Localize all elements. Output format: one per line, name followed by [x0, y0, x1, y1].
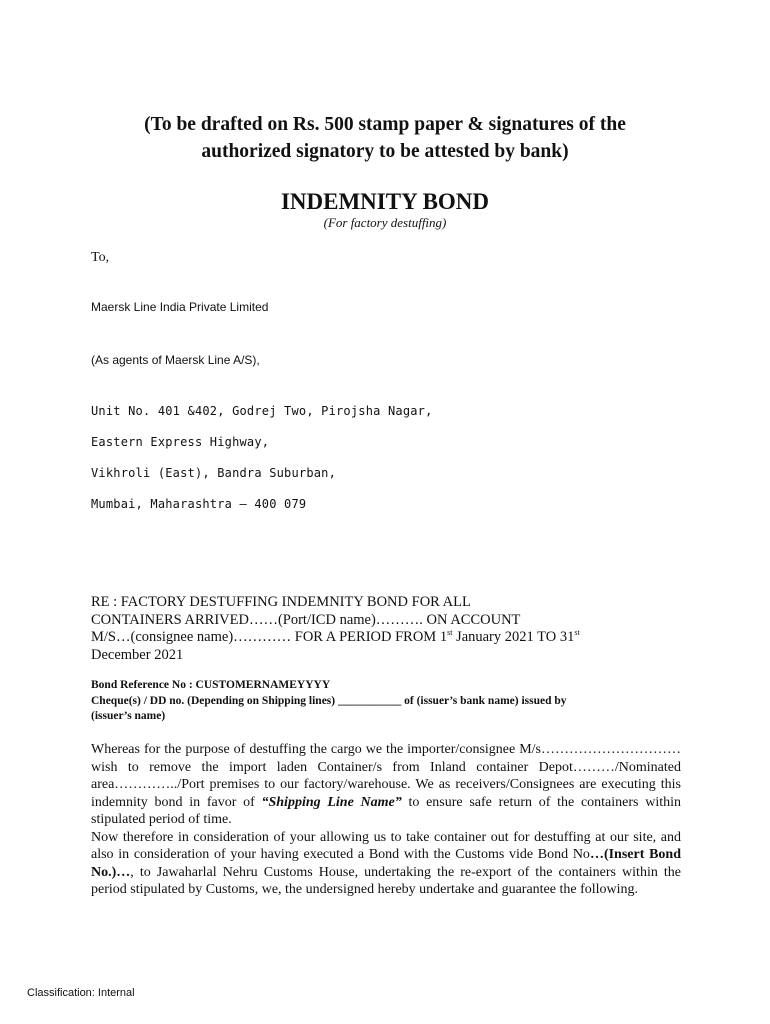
- body-p2-start: Now therefore in consideration of your allowing us to take container out for destuffing at our site, and also in consideration of your having executed a Bond with the Customs vide Bond No: [91, 829, 681, 862]
- document-subtitle: (For factory destuffing): [323, 215, 447, 230]
- body-p2-end: , to Jawaharlal Nehru Customs House, undertaking the re-export of the containers within the period stipulated by Customs, we, the undersigned hereby undertake and guarantee the following.: [91, 864, 681, 897]
- re-line1: RE : FACTORY DESTUFFING INDEMNITY BOND FOR ALL: [91, 594, 471, 610]
- bond-reference-line1: Bond Reference No : CUSTOMERNAMEYYYY: [91, 679, 331, 691]
- shipping-line-name: “Shipping Line Name”: [261, 794, 402, 810]
- re-line3-start: M/S…(consignee name)………… FOR A PERIOD FROM 1: [91, 629, 448, 645]
- bond-reference-line3: (issuer’s name): [91, 710, 166, 722]
- re-subject: [91, 594, 691, 664]
- re-line3-mid: January 2021 TO 31: [452, 629, 575, 645]
- address-agents: (As agents of Maersk Line A/S),: [91, 353, 260, 367]
- salutation: To,: [91, 250, 110, 265]
- re-line3-sup1: st: [447, 628, 453, 638]
- body-p1-end: to ensure safe return of the containers within stipulated period of time.: [91, 794, 681, 827]
- re-line3: [91, 629, 691, 647]
- insert-bond-no: …(Insert Bond No.)…: [91, 847, 681, 880]
- stamp-paper-note-line2: authorized signatory to be attested by bank): [201, 141, 569, 162]
- bond-body: [91, 741, 681, 899]
- address-line1: Unit No. 401 &402, Godrej Two, Pirojsha Nagar,: [91, 404, 433, 418]
- address-line4: Mumbai, Maharashtra – 400 079: [91, 497, 307, 511]
- re-line2: CONTAINERS ARRIVED……(Port/ICD name)………. ON ACCOUNT: [91, 611, 521, 628]
- address-line3: Vikhroli (East), Bandra Suburban,: [91, 466, 337, 480]
- body-paragraph-1: [91, 741, 681, 829]
- document-title: INDEMNITY BOND: [280, 189, 490, 214]
- body-paragraph-2: [91, 829, 681, 899]
- re-line4: December 2021: [91, 646, 184, 663]
- body-p1-start: Whereas for the purpose of destuffing the cargo we the importer/consignee M/s………………………… wish to remove the import laden Container/s from Inland container Depot………/Nominated area…………../Port premises to our factory/warehouse. We as receivers/Consignees are executing this indemnity bond in favor of: [91, 742, 681, 810]
- classification-footer: Classification: Internal: [27, 987, 135, 999]
- re-line3-sup2: st: [574, 628, 580, 638]
- stamp-paper-note-line1: (To be drafted on Rs. 500 stamp paper & signatures of the: [144, 114, 626, 135]
- address-company: Maersk Line India Private Limited: [91, 300, 269, 314]
- stamp-paper-note: [60, 111, 710, 165]
- bond-reference: [91, 678, 691, 725]
- bond-reference-line2: Cheque(s) / DD no. (Depending on Shipping lines) ___________ of (issuer’s bank name) issued by: [91, 694, 567, 707]
- address-line2: Eastern Express Highway,: [91, 435, 270, 449]
